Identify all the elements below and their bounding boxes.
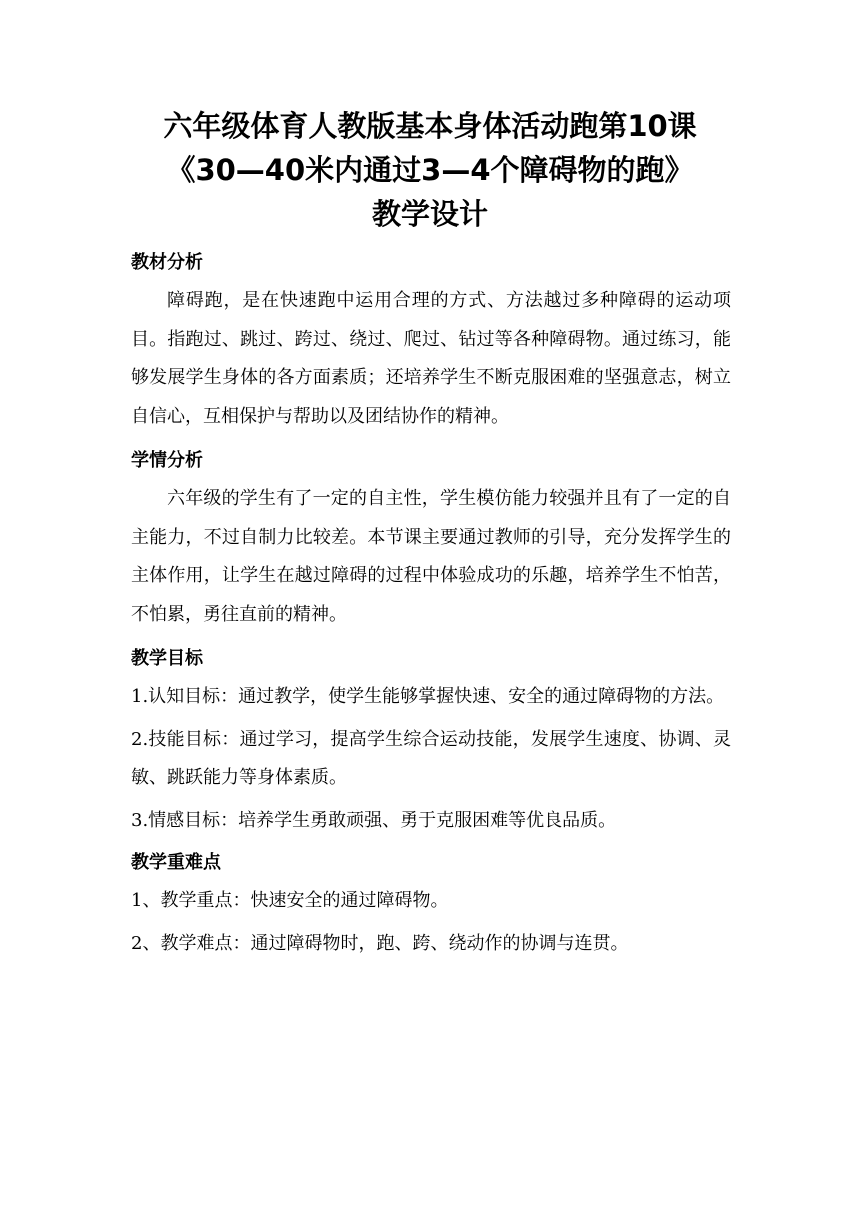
title-line-3: 教学设计 — [371, 197, 488, 231]
section-heading-material: 教材分析 — [131, 252, 203, 273]
section-heading-keypoints: 教学重难点 — [131, 852, 221, 873]
document-body — [131, 244, 731, 967]
section-heading-goals: 教学目标 — [131, 648, 203, 669]
section-text-students: 六年级的学生有了一定的自主性，学生模仿能力较强并且有了一定的自主能力，不过自制力比较差。本节课主要通过教师的引导，充分发挥学生的主体作用，让学生在越过障碍的过程中体验成功的乐趣，培养学生不怕苦，不怕累，勇往直前的精神。 — [131, 488, 731, 625]
section-text-material: 障碍跑，是在快速跑中运用合理的方式、方法越过多种障碍的运动项目。指跑过、跳过、跨过、绕过、爬过、钻过等各种障碍物。通过练习，能够发展学生身体的各方面素质；还培养学生不断克服困难的坚强意志，树立自信心，互相保护与帮助以及团结协作的精神。 — [131, 290, 731, 427]
goal-item-2: 2.技能目标：通过学习，提高学生综合运动技能，发展学生速度、协调、灵敏、跳跃能力等身体素质。 — [131, 728, 731, 788]
keypoint-item-2: 2、教学难点：通过障碍物时，跑、跨、绕动作的协调与连贯。 — [131, 932, 629, 954]
goal-item-1: 1.认知目标：通过教学，使学生能够掌握快速、安全的通过障碍物的方法。 — [131, 686, 725, 707]
goal-item-3: 3.情感目标：培养学生勇敢顽强、勇于克服困难等优良品质。 — [131, 809, 617, 831]
title-line-2: 《30—40米内通过3—4个障碍物的跑》 — [166, 153, 694, 187]
section-heading-students: 学情分析 — [131, 450, 203, 471]
keypoint-item-1: 1、教学重点：快速安全的通过障碍物。 — [131, 890, 449, 911]
title-line-1: 六年级体育人教版基本身体活动跑第10课 — [163, 109, 697, 143]
document-title — [0, 104, 860, 236]
